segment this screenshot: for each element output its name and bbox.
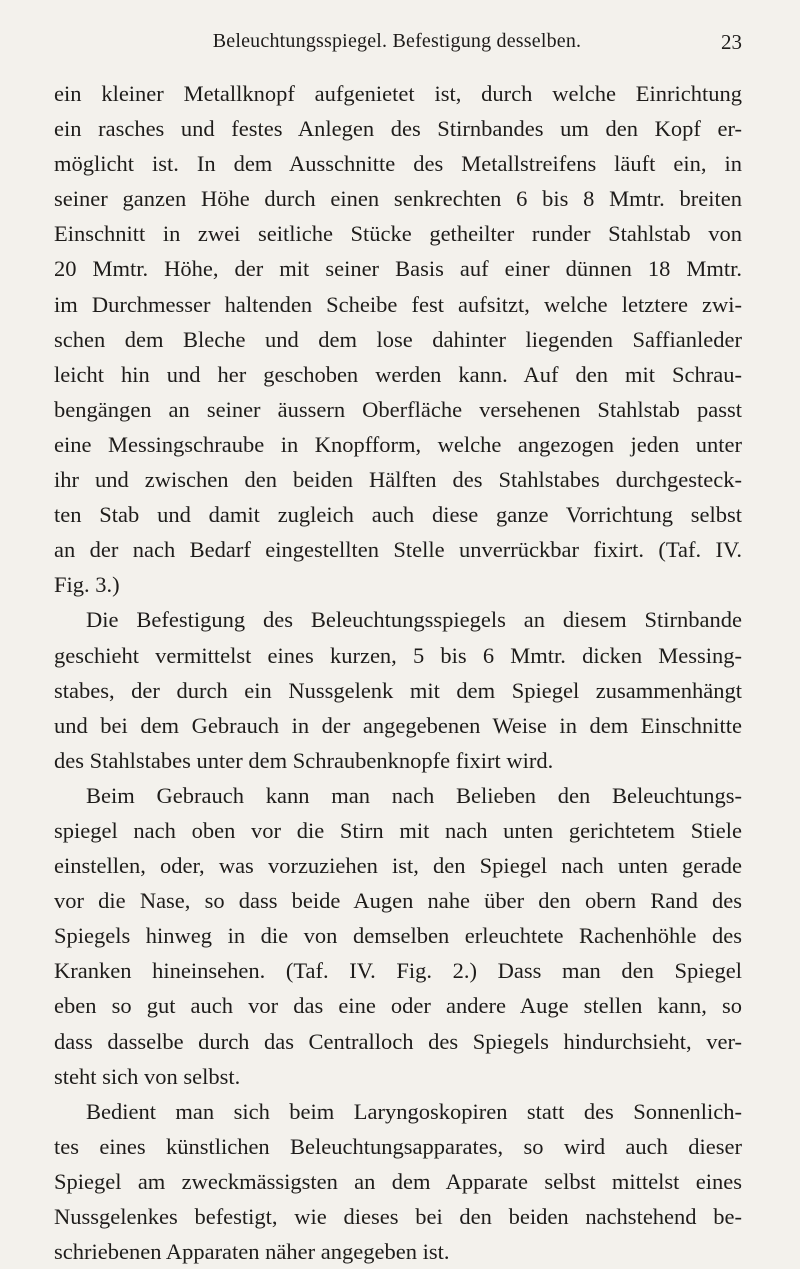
text-line: steht sich von selbst.: [54, 1063, 241, 1089]
text-line: Nussgelenkes befestigt, wie dieses bei den beiden nachstehend be-: [54, 1204, 742, 1229]
text-line: Einschnitt in zwei seitliche Stücke getheilter runder Stahlstab von: [54, 221, 742, 247]
text-line: einstellen, oder, was vorzuziehen ist, den Spiegel nach unten gerade: [54, 853, 742, 879]
text-line: eine Messingschraube in Knopfform, welche angezogen jeden unter: [54, 431, 742, 457]
running-title: Beleuchtungsspiegel. Befestigung desselben.: [212, 30, 582, 52]
text-line: und bei dem Gebrauch in der angegebenen Weise in dem Einschnitte: [54, 712, 742, 738]
text-line: schen dem Bleche und dem lose dahinter liegenden Saffianleder: [54, 326, 742, 352]
text-line: ein kleiner Metallknopf aufgenietet ist, durch welche Einrichtung: [54, 81, 742, 106]
text-line: möglicht ist. In dem Ausschnitte des Metallstreifens läuft ein, in: [54, 151, 742, 177]
text-line: eben so gut auch vor das eine oder andere Auge stellen kann, so: [54, 993, 742, 1019]
text-line: stabes, der durch ein Nussgelenk mit dem Spiegel zusammenhängt: [54, 677, 742, 703]
text-line: im Durchmesser haltenden Scheibe fest aufsitzt, welche letztere zwi-: [54, 291, 742, 317]
text-line: ihr und zwischen den beiden Hälften des Stahlstabes durchgesteck-: [54, 467, 742, 493]
text-line: 20 Mmtr. Höhe, der mit seiner Basis auf einer dünnen 18 Mmtr.: [54, 256, 742, 282]
text-line: Bedient man sich beim Laryngoskopiren statt des Sonnenlich-: [86, 1098, 742, 1124]
text-line: ten Stab und damit zugleich auch diese ganze Vorrichtung selbst: [54, 502, 742, 528]
text-line: Beim Gebrauch kann man nach Belieben den Beleuchtungs-: [86, 782, 742, 808]
text-line: Fig. 3.): [54, 572, 120, 598]
text-line: spiegel nach oben vor die Stirn mit nach unten gerichtetem Stiele: [54, 817, 742, 843]
text-line: tes eines künstlichen Beleuchtungsapparates, so wird auch dieser: [54, 1133, 742, 1159]
text-line: Spiegels hinweg in die von demselben erleuchtete Rachenhöhle des: [54, 923, 742, 949]
text-line: vor die Nase, so dass beide Augen nahe über den obern Rand des: [54, 888, 742, 914]
text-line: an der nach Bedarf eingestellten Stelle unverrückbar fixirt. (Taf. IV.: [54, 537, 742, 563]
text-line: schriebenen Apparaten näher angegeben ist.: [54, 1239, 450, 1265]
text-line: bengängen an seiner äussern Oberfläche versehenen Stahlstab passt: [54, 396, 742, 422]
body-text: [54, 76, 742, 1269]
text-line: ein rasches und festes Anlegen des Stirnbandes um den Kopf er-: [54, 116, 742, 142]
text-line: geschieht vermittelst eines kurzen, 5 bis 6 Mmtr. dicken Messing-: [54, 642, 742, 668]
text-line: dass dasselbe durch das Centralloch des Spiegels hindurchsieht, ver-: [54, 1028, 742, 1054]
text-line: des Stahlstabes unter dem Schraubenknopfe fixirt wird.: [54, 747, 554, 773]
text-line: seiner ganzen Höhe durch einen senkrechten 6 bis 8 Mmtr. breiten: [54, 186, 742, 212]
running-head: [52, 30, 742, 60]
text-line: Kranken hineinsehen. (Taf. IV. Fig. 2.) Dass man den Spiegel: [54, 958, 742, 984]
text-line: Spiegel am zweckmässigsten an dem Apparate selbst mittelst eines: [54, 1168, 742, 1194]
text-line: Die Befestigung des Beleuchtungsspiegels an diesem Stirnbande: [86, 607, 742, 633]
text-line: leicht hin und her geschoben werden kann. Auf den mit Schrau-: [54, 361, 742, 387]
page-number: 23: [721, 30, 742, 54]
